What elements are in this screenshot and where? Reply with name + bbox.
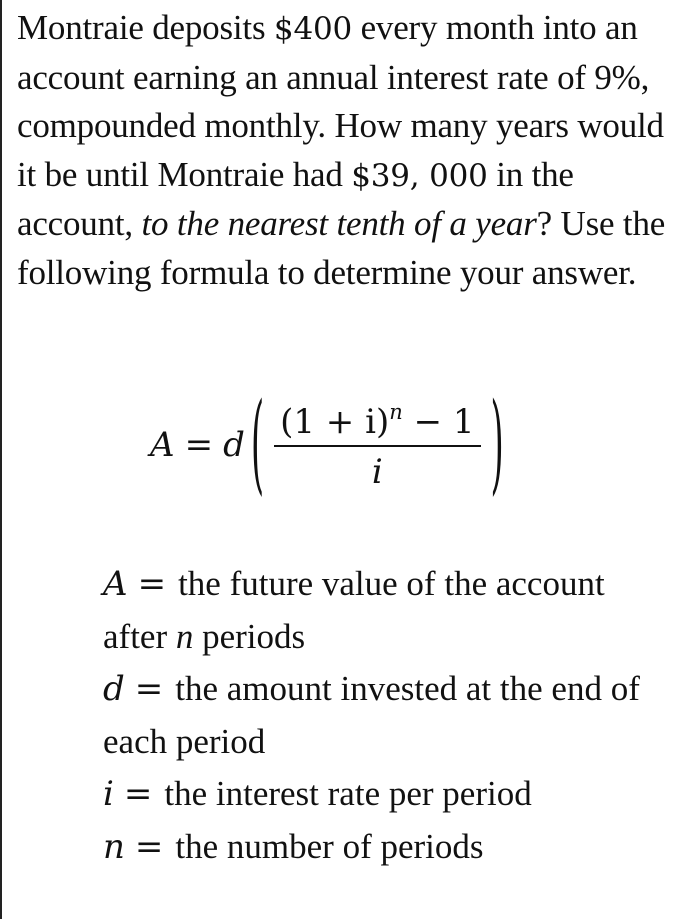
formula-equals: = <box>184 425 214 465</box>
question-part-2: every month into an account earning an annual interest rate of 9%, compounded monthly. How many years would it be until Montraie had <box>17 8 664 194</box>
question-part-3: in the account, <box>17 154 574 243</box>
definition-symbol: d <box>103 669 125 709</box>
formula-numerator-base: (1 + i) <box>280 401 390 442</box>
formula-denominator: i <box>371 451 383 492</box>
definition-i <box>103 774 532 813</box>
variable-definitions <box>103 558 663 873</box>
definition-symbol: i <box>103 774 114 814</box>
question-part-4: ? Use the following formula to determine your answer. <box>17 204 666 292</box>
target-amount: $39, 000 <box>351 157 488 194</box>
definition-text: the amount invested at the end of each period <box>103 669 640 761</box>
definition-equals: = <box>123 774 153 814</box>
question-emphasis: to the nearest tenth of a year <box>141 204 537 243</box>
formula-numerator <box>274 399 480 445</box>
formula-left-paren: ( <box>250 381 265 509</box>
annuity-formula <box>150 381 510 509</box>
formula-fraction <box>274 399 480 492</box>
formula-right-paren: ) <box>490 381 504 509</box>
formula-exponent: n <box>389 399 403 424</box>
definition-italic: n <box>175 616 194 656</box>
formula-lhs: A <box>150 425 175 465</box>
question-part-1: Montraie deposits <box>17 8 274 47</box>
definition-equals: = <box>134 669 164 709</box>
definition-a <box>103 564 605 656</box>
formula-numerator-tail: − 1 <box>402 401 475 442</box>
definition-text: the interest rate per period <box>164 774 532 813</box>
definition-symbol: n <box>103 826 125 867</box>
definition-text-after: periods <box>193 616 306 656</box>
monthly-deposit-amount: $400 <box>273 11 353 47</box>
definition-equals: = <box>134 826 164 867</box>
question-text <box>17 4 687 297</box>
definition-text: the future value of the account after <box>103 564 605 656</box>
definition-d <box>103 669 640 761</box>
definition-equals: = <box>137 564 167 604</box>
definition-text: the number of periods <box>175 826 484 866</box>
definition-symbol: A <box>103 564 128 604</box>
definition-n <box>103 827 484 866</box>
formula-coefficient: d <box>223 425 245 465</box>
